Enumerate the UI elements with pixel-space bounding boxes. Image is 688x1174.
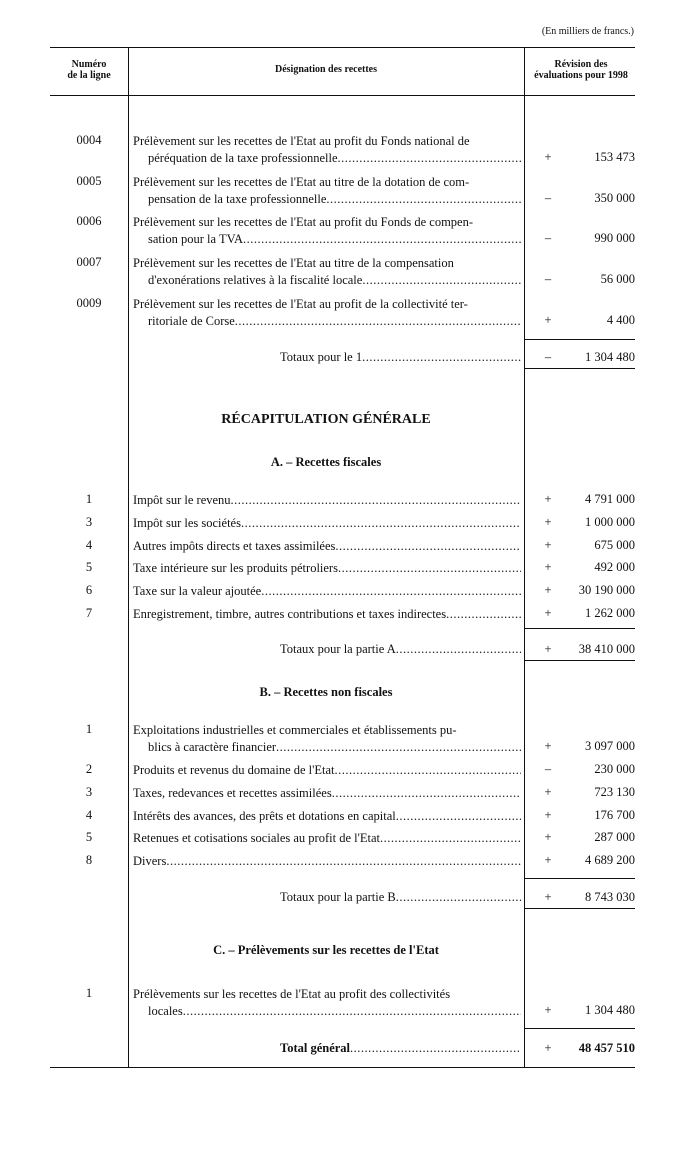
header-line-number: Numéro de la ligne bbox=[67, 59, 111, 81]
subtotal-rule bbox=[524, 1028, 635, 1029]
header-revision: Révision des évaluations pour 1998 bbox=[534, 59, 628, 81]
unit-note: (En milliers de francs.) bbox=[541, 26, 634, 37]
subtotal-rule bbox=[524, 628, 635, 629]
section-c-title: C. – Prélèvements sur les recettes de l'Etat bbox=[213, 943, 439, 957]
header-designation: Désignation des recettes bbox=[274, 64, 378, 75]
subtotal-rule bbox=[524, 339, 635, 340]
recap-title: RÉCAPITULATION GÉNÉRALE bbox=[221, 412, 431, 427]
section-b-title: B. – Recettes non fiscales bbox=[259, 685, 393, 699]
revenue-table: Numéro de la ligne Désignation des recettes Révision des évaluations pour 1998 0004 Prélèvement sur les recettes de l'Etat au profit du Fonds national de péréquation de la taxe professionnelle ..... + 153 473 0005 Prélèvement sur les recettes de l'Etat au titre de la dotation de com- pensation de la taxe professionnelle ..... – 350 000 0006 Prélèvement sur les recettes de l'Etat au profit du Fonds de compen- sation pour la TVA ..... – 990 000 0007 Prélèvement sur les recettes de l'Etat au titre de la compensation d'exonérations relatives à la fiscalité locale ..... – 56 000 0009 Prélèvement sur les recettes de l'Etat au profit de la collectivité ter- ritoriale de Corse ..... + 4 400 Totaux pour le 1 ..... – 1 304 480 RÉCAPITULATION GÉNÉRALE A. – Recettes fiscales 1 Impôt sur le revenu ..... + 4 791 000 3 Impôt sur les sociétés ..... + 1 000 000 4 Autres impôts directs et taxes assimilées ..... + 675 000 5 Taxe intérieure sur les produits pétroliers ..... + 492 000 6 Taxe sur la valeur ajoutée ..... + 30 190 000 7 Enregistrement, timbre, autres contributions et taxes indirectes ..... + 1 262 000 Totaux pour la partie A ..... + 38 410 000 B. – Recettes non fiscales 1 Exploitations industrielles et commerciales et établissements pu- blics à caractère financier ..... + 3 097 000 2 Produits et revenus du domaine de l'Etat ..... – 230 000 3 Taxes, redevances et recettes assimilées ..... + 723 130 4 Intérêts des avances, des prêts et dotations en capital ..... + 176 700 5 Retenues et cotisations sociales au profit de l'Etat ..... + 287 000 8 Divers ..... + 4 689 200 Totaux pour la partie B ..... + 8 743 030 C. – Prélèvements sur les recettes de l'Etat 1 Prélèvements sur les recettes de l'Etat au profit des collectivités locales ..... + 1 304 480 Total général ..... + 48 457 510 bbox=[50, 47, 635, 1068]
table-header bbox=[50, 48, 635, 96]
subtotal-rule bbox=[524, 908, 635, 909]
column-divider bbox=[524, 48, 525, 1067]
section-a-title: A. – Recettes fiscales bbox=[270, 455, 382, 469]
subtotal-rule bbox=[524, 660, 635, 661]
subtotal-rule bbox=[524, 878, 635, 879]
column-divider bbox=[128, 48, 129, 1067]
subtotal-rule bbox=[524, 368, 635, 369]
